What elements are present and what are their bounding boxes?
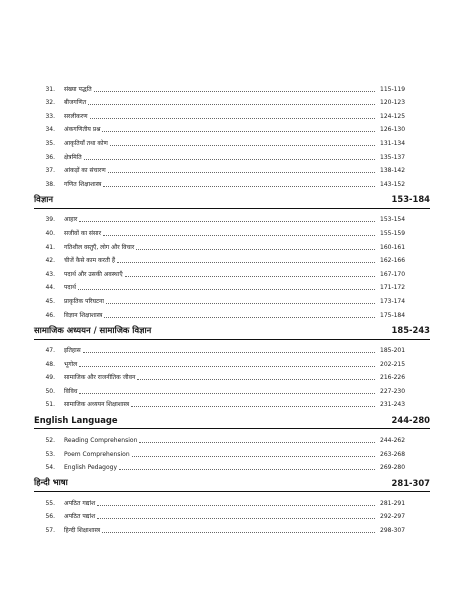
toc-entry[interactable]	[34, 121, 430, 135]
section-heading[interactable]	[34, 474, 430, 492]
entry-title: Poem Comprehension	[64, 450, 130, 458]
entry-number: 40.	[45, 229, 55, 237]
entry-title: Reading Comprehension	[64, 437, 138, 445]
dot-leader	[94, 91, 375, 92]
entry-title: English Pedagogy	[64, 464, 117, 472]
entry-number: 44.	[45, 284, 55, 292]
toc-entry[interactable]	[34, 445, 430, 459]
entry-number: 35.	[45, 139, 55, 147]
entry-number: 55.	[45, 499, 55, 507]
entry-title: क्षेत्रमिति	[64, 153, 82, 161]
entry-pages: 135-137	[380, 153, 406, 161]
entry-title: अपठित पद्यांश	[64, 513, 96, 521]
entry-pages: 292-297	[380, 513, 406, 521]
toc-entry[interactable]	[34, 342, 430, 356]
dot-leader	[139, 442, 375, 443]
toc-entry[interactable]	[34, 162, 430, 176]
toc-entry[interactable]	[34, 431, 430, 445]
dot-leader	[84, 159, 375, 160]
entry-number: 38.	[45, 180, 55, 188]
entry-title: बीजगणित	[64, 99, 87, 107]
entry-number: 36.	[45, 153, 55, 161]
entry-title: विविध	[64, 387, 78, 395]
entry-number: 56.	[45, 513, 55, 521]
toc-entry[interactable]	[34, 107, 430, 121]
toc-group-social-studies	[34, 322, 430, 410]
entry-pages: 231-243	[380, 401, 406, 409]
section-pages: 281-307	[391, 477, 430, 488]
entry-pages: 244-262	[380, 437, 406, 445]
entry-number: 50.	[45, 387, 55, 395]
section-title: विज्ञान	[34, 193, 54, 204]
entry-pages: 124-125	[380, 112, 406, 120]
toc-entry[interactable]	[34, 494, 430, 508]
section-heading[interactable]	[34, 322, 430, 340]
entry-title: आकृतियाँ तथा कोण	[64, 139, 108, 147]
dot-leader	[103, 235, 375, 236]
entry-pages: 269-280	[380, 464, 406, 472]
dot-leader	[110, 145, 375, 146]
dot-leader	[90, 118, 375, 119]
toc-entry[interactable]	[34, 175, 430, 189]
dot-leader	[102, 532, 375, 533]
entry-title: आहार	[64, 216, 78, 224]
entry-pages: 162-166	[380, 257, 406, 265]
entry-number: 52.	[45, 437, 55, 445]
entry-pages: 143-152	[380, 180, 406, 188]
dot-leader	[88, 104, 375, 105]
dot-leader	[136, 249, 375, 250]
entry-number: 49.	[45, 374, 55, 382]
entry-title: संख्या पद्धति	[64, 85, 92, 93]
toc-entry[interactable]	[34, 252, 430, 266]
entry-title: गणित शिक्षाशास्त्र	[64, 180, 102, 188]
toc-entry[interactable]	[34, 148, 430, 162]
entry-pages: 227-230	[380, 387, 406, 395]
dot-leader	[79, 221, 375, 222]
entry-title: सजीवों का संसार	[64, 229, 102, 237]
section-title: English Language	[34, 414, 118, 425]
entry-pages: 173-174	[380, 297, 406, 305]
entry-pages: 160-161	[380, 243, 406, 251]
entry-number: 45.	[45, 297, 55, 305]
dot-leader	[106, 303, 375, 304]
entry-title: अंकगणितीय प्रश्न	[64, 126, 101, 134]
dot-leader	[131, 406, 375, 407]
dot-leader	[137, 379, 375, 380]
entry-title: हिन्दी शिक्षाशास्त्र	[64, 527, 101, 535]
dot-leader	[102, 131, 375, 132]
entry-title: आंकड़ों का संचारण	[64, 167, 106, 175]
entry-title: इतिहास	[64, 347, 81, 355]
entry-number: 43.	[45, 270, 55, 278]
entry-pages: 298-307	[380, 527, 406, 535]
table-of-contents	[34, 80, 430, 535]
entry-number: 42.	[45, 257, 55, 265]
entry-number: 53.	[45, 450, 55, 458]
toc-entry[interactable]	[34, 238, 430, 252]
entry-pages: 153-154	[380, 216, 406, 224]
toc-entry[interactable]	[34, 292, 430, 306]
dot-leader	[104, 317, 375, 318]
toc-group-mathematics	[34, 80, 430, 189]
section-heading[interactable]	[34, 411, 430, 429]
entry-pages: 115-119	[380, 85, 406, 93]
toc-entry[interactable]	[34, 306, 430, 320]
toc-entry[interactable]	[34, 265, 430, 279]
toc-entry[interactable]	[34, 396, 430, 410]
toc-entry[interactable]	[34, 224, 430, 238]
entry-number: 39.	[45, 216, 55, 224]
dot-leader	[103, 186, 375, 187]
entry-title: अपठित गद्यांश	[64, 499, 96, 507]
entry-pages: 167-170	[380, 270, 406, 278]
entry-pages: 120-123	[380, 99, 406, 107]
toc-entry[interactable]	[34, 211, 430, 225]
toc-entry[interactable]	[34, 355, 430, 369]
toc-entry[interactable]	[34, 134, 430, 148]
entry-title: पदार्थ और उसकी अवस्थाएँ	[64, 270, 123, 278]
entry-pages: 155-159	[380, 229, 406, 237]
entry-number: 46.	[45, 311, 55, 319]
section-pages: 185-243	[391, 325, 430, 335]
section-pages: 153-184	[391, 194, 430, 205]
entry-number: 54.	[45, 464, 55, 472]
toc-entry[interactable]	[34, 80, 430, 94]
toc-group-hindi	[34, 474, 430, 535]
toc-group-science	[34, 191, 430, 320]
entry-title: गतिशील वस्तुएँ, लोग और विचार	[64, 243, 135, 251]
entry-number: 31.	[45, 85, 55, 93]
section-title: सामाजिक अध्ययन / सामाजिक विज्ञान	[34, 324, 152, 335]
entry-title: विज्ञान शिक्षाशास्त्र	[64, 311, 103, 319]
entry-pages: 281-291	[380, 499, 406, 507]
dot-leader	[78, 289, 375, 290]
entry-pages: 138-142	[380, 167, 406, 175]
entry-number: 57.	[45, 527, 55, 535]
entry-number: 51.	[45, 401, 55, 409]
entry-number: 41.	[45, 243, 55, 251]
entry-pages: 175-184	[380, 311, 406, 319]
entry-title: पदार्थ	[64, 284, 76, 292]
entry-number: 37.	[45, 167, 55, 175]
dot-leader	[97, 505, 375, 506]
entry-pages: 171-172	[380, 284, 406, 292]
entry-title: सरलीकरण	[64, 112, 88, 120]
entry-title: प्राकृतिक परिघटना	[64, 297, 104, 305]
dot-leader	[119, 469, 375, 470]
entry-number: 48.	[45, 360, 55, 368]
dot-leader	[79, 366, 375, 367]
entry-pages: 216-226	[380, 374, 406, 382]
toc-entry[interactable]	[34, 459, 430, 473]
section-heading[interactable]	[34, 191, 430, 209]
toc-entry[interactable]	[34, 521, 430, 535]
entry-pages: 131-134	[380, 139, 406, 147]
entry-number: 34.	[45, 126, 55, 134]
entry-title: सामाजिक अध्ययन शिक्षाशास्त्र	[64, 401, 130, 409]
dot-leader	[97, 518, 375, 519]
entry-title: सामाजिक और राजनीतिक जीवन	[64, 374, 136, 382]
toc-entry[interactable]	[34, 369, 430, 383]
entry-number: 47.	[45, 347, 55, 355]
toc-group-english	[34, 411, 430, 472]
entry-number: 32.	[45, 99, 55, 107]
dot-leader	[117, 262, 375, 263]
section-title: हिन्दी भाषा	[34, 477, 68, 488]
dot-leader	[79, 393, 375, 394]
dot-leader	[132, 456, 375, 457]
entry-title: भूगोल	[64, 360, 78, 368]
entry-number: 33.	[45, 112, 55, 120]
dot-leader	[125, 276, 375, 277]
toc-entry[interactable]	[34, 508, 430, 522]
entry-pages: 263-268	[380, 450, 406, 458]
entry-pages: 185-201	[380, 347, 406, 355]
entry-title: चीजें कैसे काम करती हैं	[64, 257, 116, 265]
section-pages: 244-280	[391, 414, 430, 425]
dot-leader	[83, 352, 375, 353]
toc-entry[interactable]	[34, 279, 430, 293]
entry-pages: 202-215	[380, 360, 406, 368]
toc-entry[interactable]	[34, 94, 430, 108]
toc-entry[interactable]	[34, 382, 430, 396]
dot-leader	[108, 172, 375, 173]
entry-pages: 126-130	[380, 126, 406, 134]
